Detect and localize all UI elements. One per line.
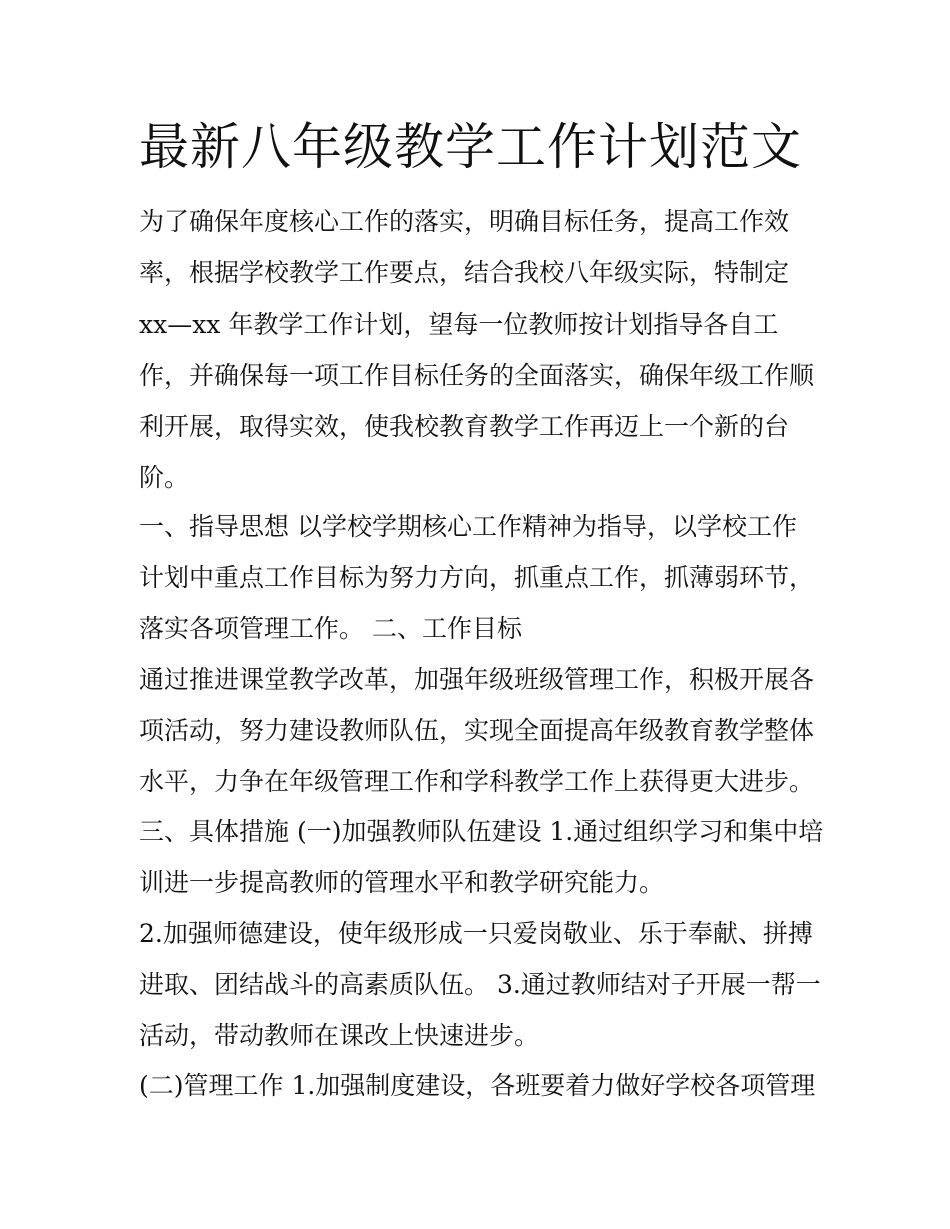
body-line: 作，并确保每一项工作目标任务的全面落实，确保年级工作顺 xyxy=(139,361,815,390)
body-line: 训进一步提高教师的管理水平和教学研究能力。 xyxy=(139,868,665,897)
body-line: 落实各项管理工作。 二、工作目标 xyxy=(139,614,522,643)
body-line: 2.加强师德建设，使年级形成一只爱岗敬业、乐于奉献、拼搏 xyxy=(139,919,813,948)
body-line: 通过推进课堂教学改革，加强年级班级管理工作，积极开展各 xyxy=(139,665,815,694)
body-line: 水平，力争在年级管理工作和学科教学工作上获得更大进步。 xyxy=(139,767,815,796)
body-line: 利开展，取得实效，使我校教育教学工作再迈上一个新的台 xyxy=(139,412,790,441)
body-line: 一、指导思想 以学校学期核心工作精神为指导，以学校工作 xyxy=(139,512,797,541)
body-line: 计划中重点工作目标为努力方向，抓重点工作，抓薄弱环节， xyxy=(139,563,815,592)
body-line: 三、具体措施 (一)加强教师队伍建设 1.通过组织学习和集中培 xyxy=(139,817,824,846)
document-title: 最新八年级教学工作计划范文 xyxy=(139,118,802,176)
body-line: 阶。 xyxy=(139,463,190,492)
body-line: xx—xx 年教学工作计划，望每一位教师按计划指导各自工 xyxy=(139,310,779,339)
body-line: 为了确保年度核心工作的落实，明确目标任务，提高工作效 xyxy=(139,207,790,236)
body-line: (二)管理工作 1.加强制度建设，各班要着力做好学校各项管理 xyxy=(139,1071,816,1100)
body-line: 进取、团结战斗的高素质队伍。 3.通过教师结对子开展一帮一 xyxy=(139,970,821,999)
body-line: 率，根据学校教学工作要点，结合我校八年级实际，特制定 xyxy=(139,258,790,287)
body-line: 活动，带动教师在课改上快速进步。 xyxy=(139,1021,540,1050)
body-line: 项活动，努力建设教师队伍，实现全面提高年级教育教学整体 xyxy=(139,716,815,745)
